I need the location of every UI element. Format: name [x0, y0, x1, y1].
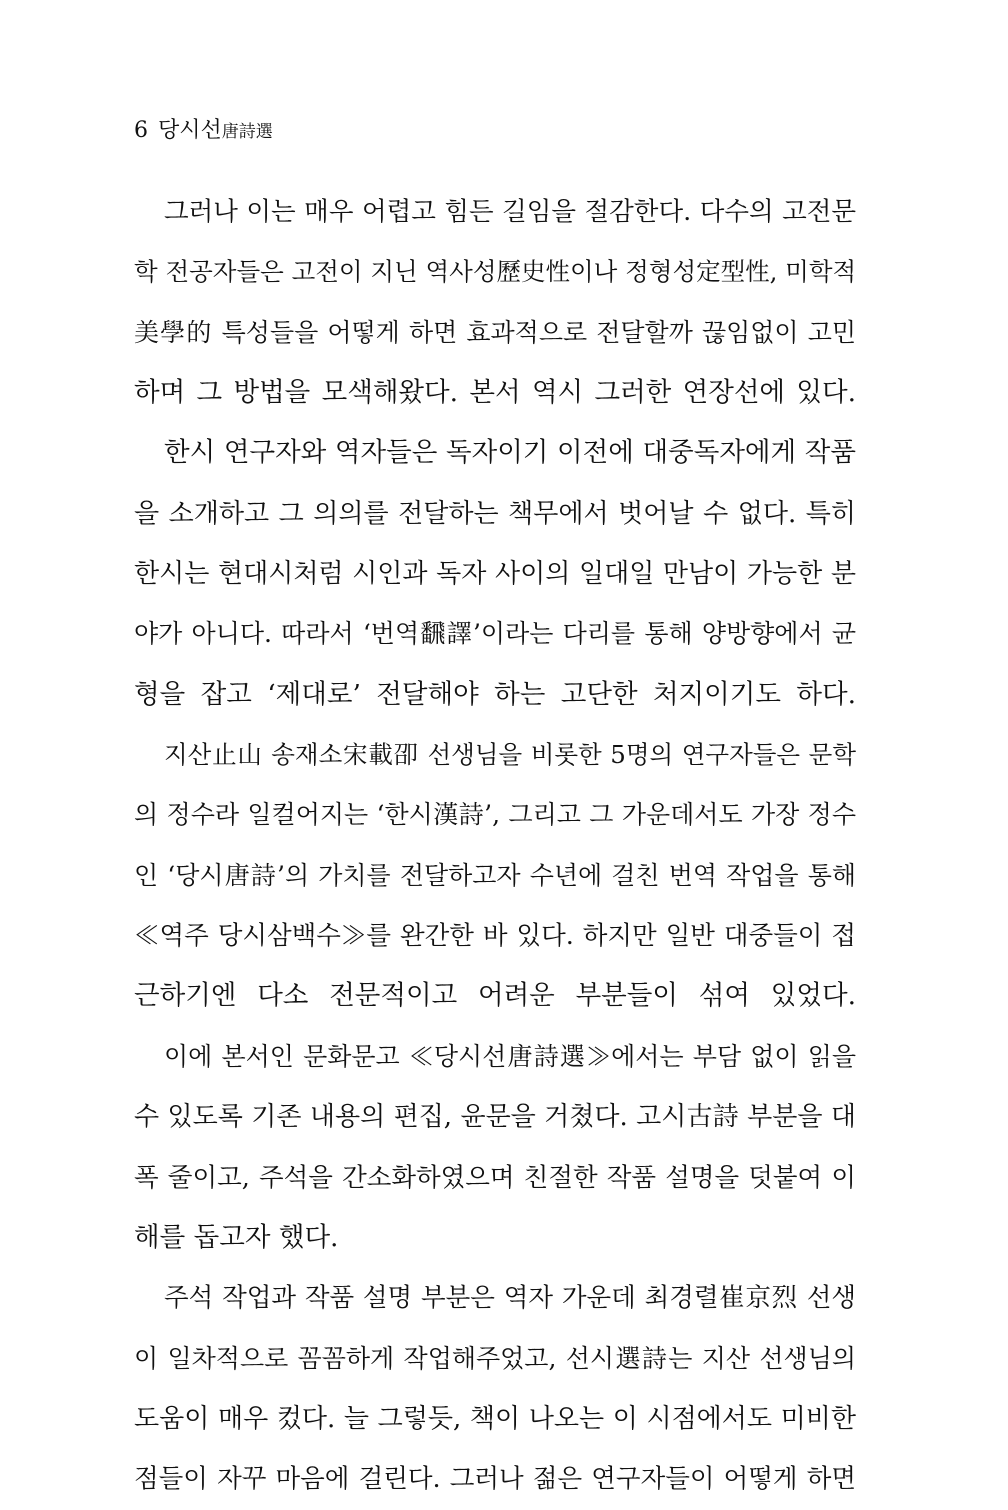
- text-line: 하며 그 방법을 모색해왔다. 본서 역시 그러한 연장선에 있다.: [134, 377, 856, 409]
- text-line: 점들이 자꾸 마음에 걸린다. 그러나 젊은 연구자들이 어떻게 하면: [134, 1464, 856, 1495]
- text-line: 한시 연구자와 역자들은 독자이기 이전에 대중독자에게 작품: [164, 437, 856, 469]
- text-line: 야가 아니다. 따라서 ‘번역飜譯’이라는 다리를 통해 양방향에서 균: [134, 619, 856, 649]
- text-line: 학 전공자들은 고전이 지닌 역사성歷史性이나 정형성定型性, 미학적: [134, 257, 856, 287]
- text-line: 이에 본서인 문화문고 ≪당시선唐詩選≫에서는 부담 없이 읽을: [164, 1041, 856, 1071]
- book-title-hanja: 唐詩選: [221, 122, 273, 142]
- text-line: 美學的 특성들을 어떻게 하면 효과적으로 전달할까 끊임없이 고민: [134, 317, 856, 347]
- text-line: 그러나 이는 매우 어렵고 힘든 길임을 절감한다. 다수의 고전문: [164, 197, 856, 227]
- page-number: 6: [134, 118, 148, 143]
- text-line: ≪역주 당시삼백수≫를 완간한 바 있다. 하지만 일반 대중들이 접: [134, 921, 856, 952]
- text-line: 폭 줄이고, 주석을 간소화하였으며 친절한 작품 설명을 덧붙여 이: [134, 1162, 856, 1193]
- text-line: 한시는 현대시처럼 시인과 독자 사이의 일대일 만남이 가능한 분: [134, 559, 856, 590]
- running-header: [134, 116, 273, 147]
- text-line: 해를 돕고자 했다.: [134, 1221, 339, 1253]
- text-line: 의 정수라 일컬어지는 ‘한시漢詩’, 그리고 그 가운데서도 가장 정수: [134, 800, 856, 830]
- book-title: 당시선: [158, 118, 222, 143]
- text-line: 주석 작업과 작품 설명 부분은 역자 가운데 최경렬崔京烈 선생: [164, 1283, 856, 1314]
- text-line: 을 소개하고 그 의의를 전달하는 책무에서 벗어날 수 없다. 특히: [134, 498, 856, 529]
- text-line: 지산止山 송재소宋載卲 선생님을 비롯한 5명의 연구자들은 문학: [164, 740, 856, 770]
- body-text: [134, 182, 856, 1510]
- text-line: 인 ‘당시唐詩’의 가치를 전달하고자 수년에 걸친 번역 작업을 통해: [134, 860, 856, 890]
- text-line: 근하기엔 다소 전문적이고 어려운 부분들이 섞여 있었다.: [134, 980, 856, 1012]
- text-line: 형을 잡고 ‘제대로’ 전달해야 하는 고단한 처지이기도 하다.: [134, 678, 856, 710]
- text-line: 수 있도록 기존 내용의 편집, 윤문을 거쳤다. 고시古詩 부분을 대: [134, 1102, 856, 1133]
- text-line: 이 일차적으로 꼼꼼하게 작업해주었고, 선시選詩는 지산 선생님의: [134, 1343, 856, 1373]
- text-line: 도움이 매우 컸다. 늘 그렇듯, 책이 나오는 이 시점에서도 미비한: [134, 1403, 856, 1434]
